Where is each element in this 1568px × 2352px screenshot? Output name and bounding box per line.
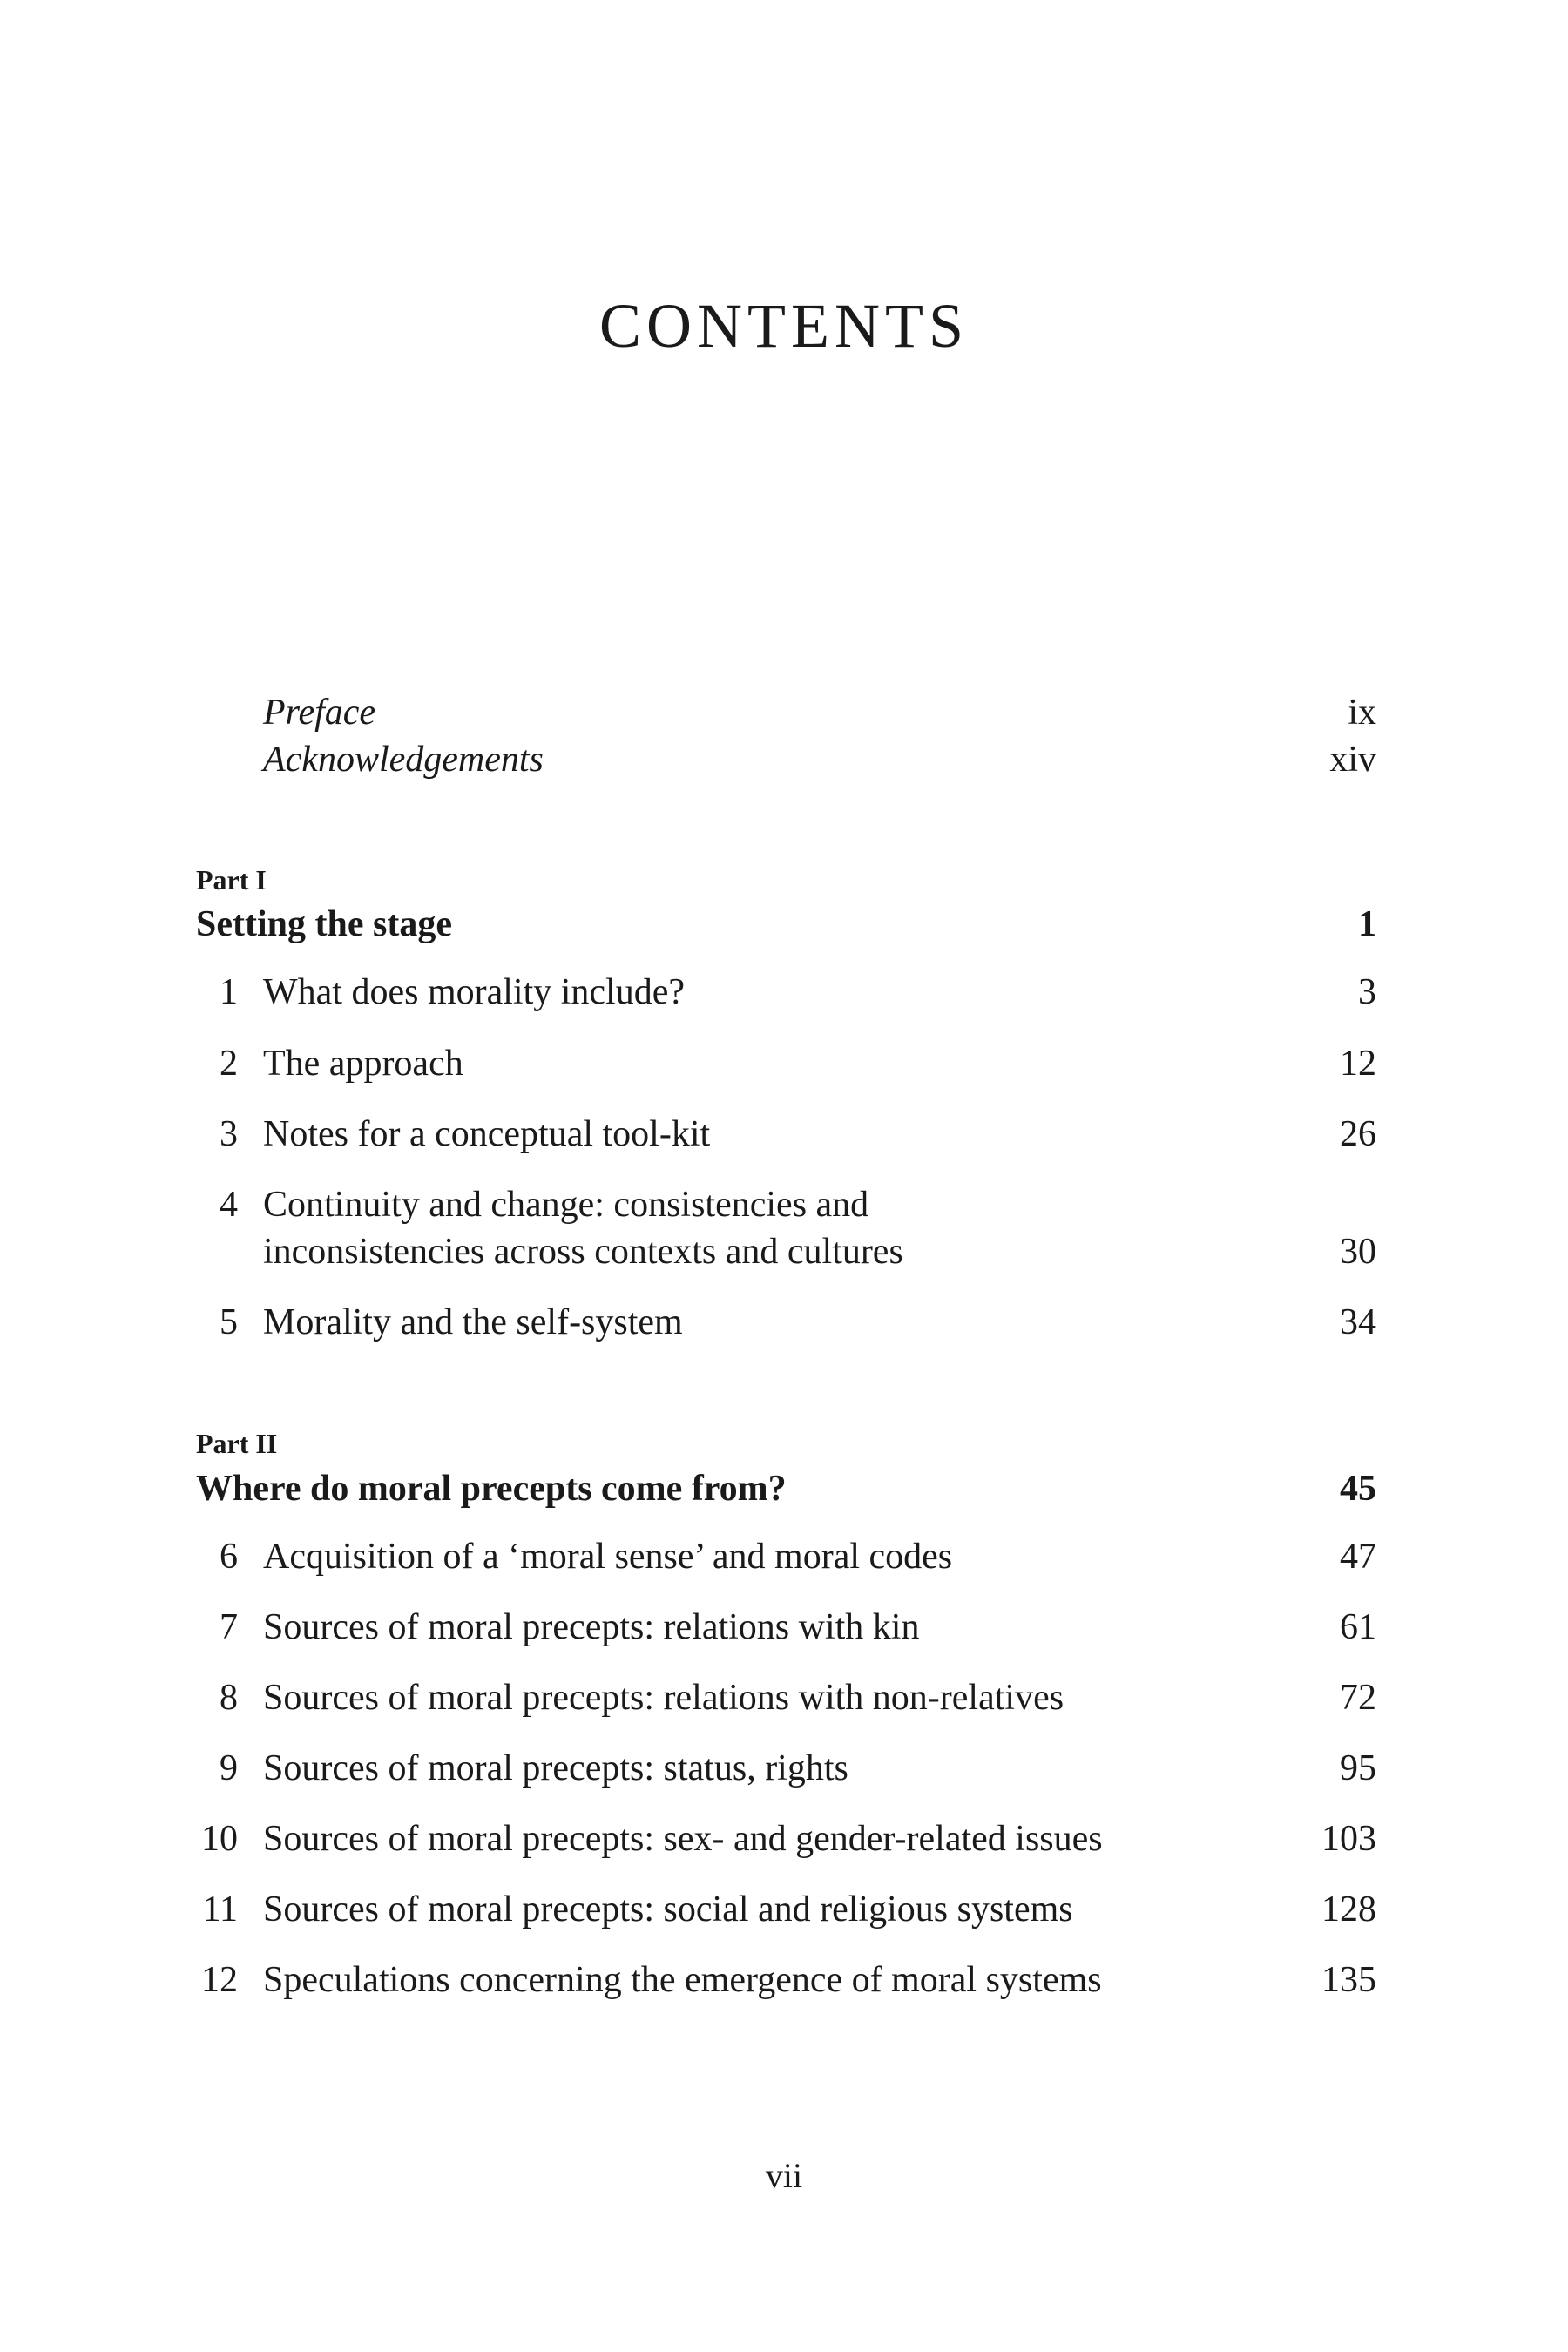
chapter-page: 135: [1321, 1960, 1376, 2000]
toc-entry-chapter-8[interactable]: [196, 1674, 1376, 1721]
page-title: CONTENTS: [599, 291, 969, 361]
chapter-page: 103: [1321, 1819, 1376, 1859]
chapter-number: 9: [220, 1748, 238, 1788]
entry-page: ix: [1348, 693, 1376, 733]
chapter-page: 61: [1340, 1607, 1376, 1647]
chapter-page: 26: [1340, 1114, 1376, 1154]
entry-page: xiv: [1329, 740, 1376, 780]
chapter-number: 1: [220, 972, 238, 1012]
chapter-title: Sources of moral precepts: sex- and gender-related issues: [263, 1819, 1103, 1859]
chapter-number: 6: [220, 1537, 238, 1577]
toc-entry-chapter-3[interactable]: [196, 1111, 1376, 1158]
chapter-title: Continuity and change: consistencies and inconsistencies across contexts and cultures: [263, 1185, 903, 1272]
chapter-title: Acquisition of a ‘moral sense’ and moral codes: [263, 1537, 953, 1577]
chapter-page: 34: [1340, 1302, 1376, 1342]
chapter-title: Speculations concerning the emergence of moral systems: [263, 1960, 1102, 2000]
chapter-title: Sources of moral precepts: relations with kin: [263, 1607, 920, 1647]
part-page: 45: [1340, 1469, 1376, 1509]
part-title-row[interactable]: [196, 906, 1376, 943]
chapter-title: Notes for a conceptual tool-kit: [263, 1114, 711, 1154]
toc-entry-chapter-9[interactable]: [196, 1745, 1376, 1792]
page-number: vii: [765, 2156, 803, 2195]
chapter-number: 8: [220, 1678, 238, 1718]
part-label: Part I: [196, 864, 267, 896]
chapter-number: 12: [201, 1960, 238, 2000]
toc-entry-chapter-7[interactable]: [196, 1604, 1376, 1651]
chapter-title: What does morality include?: [263, 972, 686, 1012]
chapter-title: Sources of moral precepts: status, rights: [263, 1748, 848, 1788]
chapter-number: 7: [220, 1607, 238, 1647]
chapter-number: 4: [220, 1185, 238, 1225]
part-page: 1: [1358, 904, 1376, 944]
front-matter-list: [196, 689, 1376, 783]
chapter-number: 5: [220, 1302, 238, 1342]
part-title: Where do moral precepts come from?: [196, 1469, 787, 1509]
toc-entry-acknowledgements[interactable]: [196, 736, 1376, 783]
toc-entry-chapter-12[interactable]: [196, 1957, 1376, 2004]
toc-entry-chapter-2[interactable]: [196, 1040, 1376, 1087]
chapter-number: 3: [220, 1114, 238, 1154]
part-title-row[interactable]: [196, 1470, 1376, 1507]
chapter-page: 3: [1358, 972, 1376, 1012]
toc-entry-chapter-1[interactable]: [196, 969, 1376, 1016]
chapter-page: 12: [1340, 1044, 1376, 1084]
toc-entry-preface[interactable]: [196, 689, 1376, 736]
toc-entry-chapter-4[interactable]: [196, 1181, 1376, 1275]
chapter-title: Morality and the self-system: [263, 1302, 683, 1342]
entry-title: Acknowledgements: [263, 740, 544, 780]
toc-entry-chapter-5[interactable]: [196, 1299, 1376, 1346]
chapter-page: 95: [1340, 1748, 1376, 1788]
chapter-page: 128: [1321, 1889, 1376, 1930]
entry-title: Preface: [263, 693, 376, 733]
chapter-title: Sources of moral precepts: social and religious systems: [263, 1889, 1073, 1930]
part-label: Part II: [196, 1428, 278, 1459]
toc-entry-chapter-11[interactable]: [196, 1886, 1376, 1933]
part-title: Setting the stage: [196, 904, 452, 944]
chapter-title: The approach: [263, 1044, 463, 1084]
chapter-title: Sources of moral precepts: relations with non-relatives: [263, 1678, 1064, 1718]
chapter-page: 47: [1340, 1537, 1376, 1577]
chapter-number: 11: [202, 1889, 238, 1930]
chapter-number: 2: [220, 1044, 238, 1084]
chapter-number: 10: [201, 1819, 238, 1859]
chapter-page: 30: [1340, 1232, 1376, 1272]
toc-entry-chapter-6[interactable]: [196, 1533, 1376, 1580]
toc-entry-chapter-10[interactable]: [196, 1815, 1376, 1862]
chapter-page: 72: [1340, 1678, 1376, 1718]
